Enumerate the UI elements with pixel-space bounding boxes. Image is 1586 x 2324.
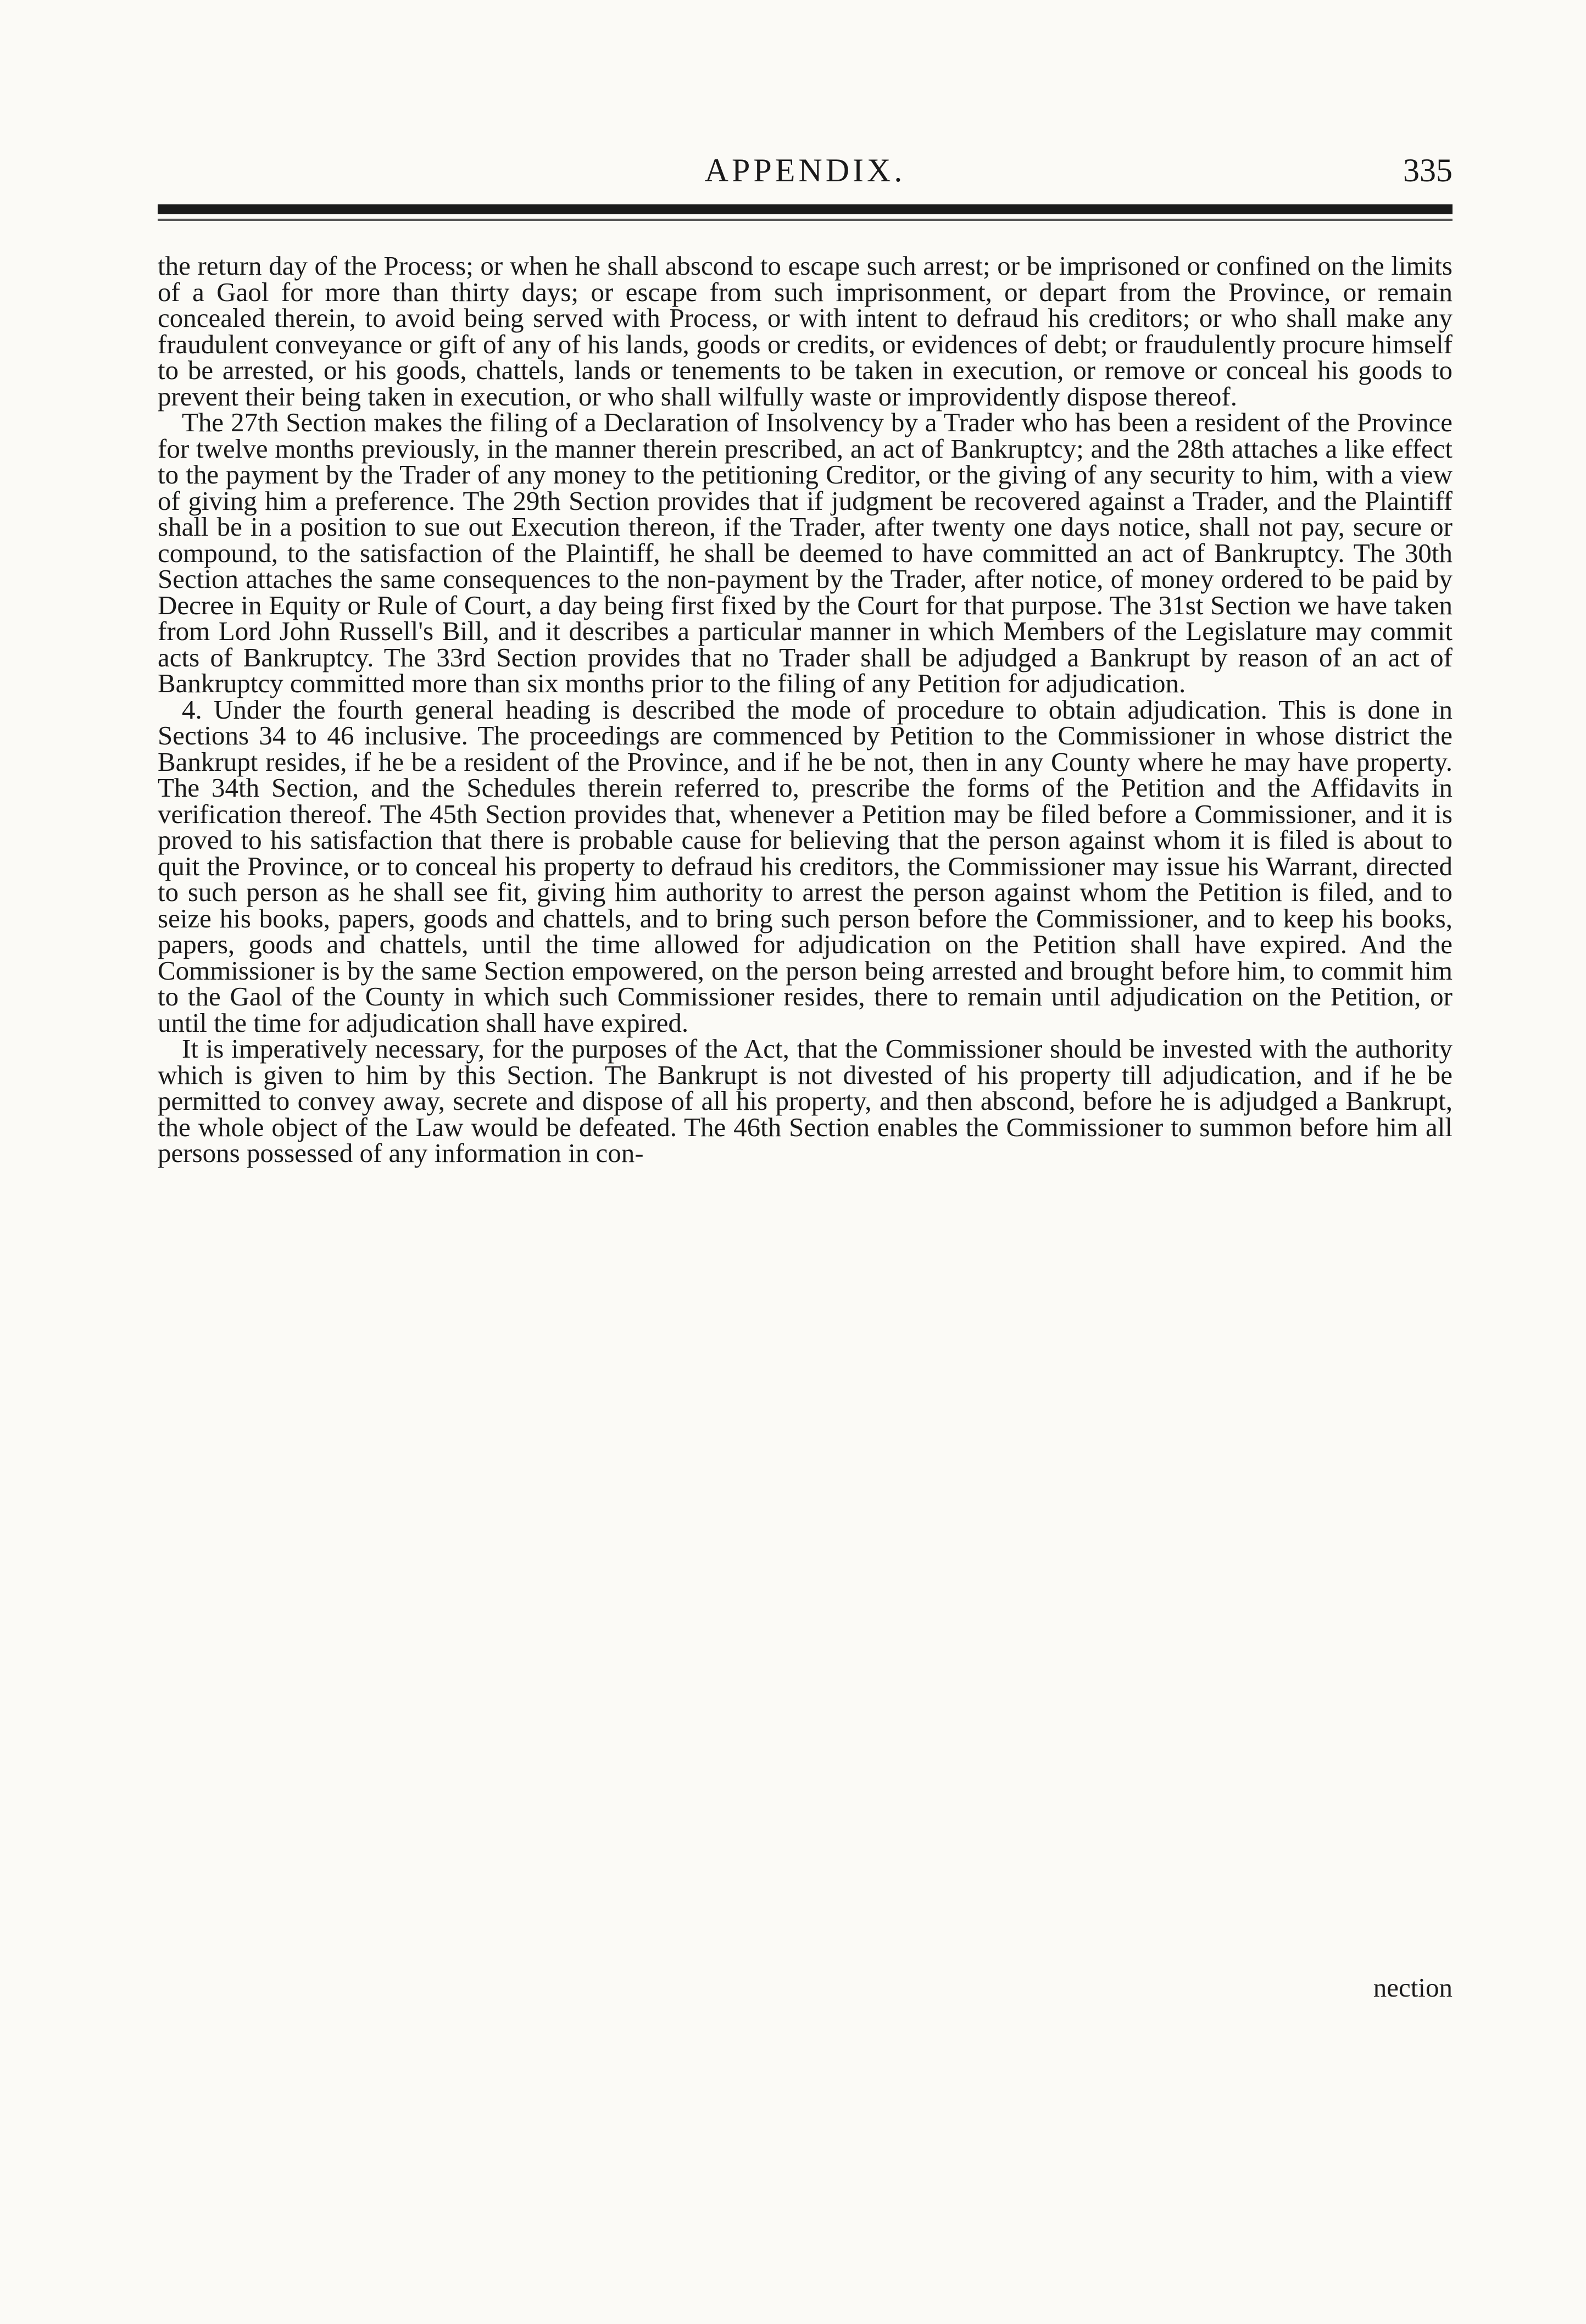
paragraph: It is imperatively necessary, for the purposes of the Act, that the Commissioner should be invested with the authority which is given to him by this Section. The Bankrupt is not divested of his property till adjudication, and if he be permitted to convey away, secrete and dispose of all his property, and then abscond, before he is adjudged a Bankrupt, the whole object of the Law would be defeated. The 46th Section enables the Commissioner to summon before him all persons possessed of any information in con- — [158, 1033, 1453, 1168]
body-text — [158, 253, 1453, 1166]
running-head — [158, 148, 1453, 198]
document-page — [158, 0, 1453, 2324]
header-rule — [158, 204, 1453, 214]
running-title: APPENDIX. — [704, 152, 906, 188]
paragraph-continued: the return day of the Process; or when he shall abscond to escape such arrest; or be imprisoned or confined on the limits of a Gaol for more than thirty days; or escape from such imprisonment, or depart from the Province, or remain concealed therein, to avoid being served with Process, or with intent to defraud his creditors; or who shall make any fraudulent conveyance or gift of any of his lands, goods or credits, or evidences of debt; or fraudulently procure himself to be arrested, or his goods, chattels, lands or tenements to be taken in execution, or remove or conceal his goods to prevent their being taken in execution, or who shall wilfully waste or improvidently dispose thereof. — [158, 251, 1453, 412]
header-rule-thin — [158, 219, 1453, 221]
page-number: 335 — [1403, 152, 1453, 188]
catchword: nection — [1373, 1972, 1453, 2003]
paragraph: 4. Under the fourth general heading is described the mode of procedure to obtain adjudication. This is done in Sections 34 to 46 inclusive. The proceedings are commenced by Petition to the Commissioner in whose district the Bankrupt resides, if he be a resident of the Province, and if he be not, then in any County where he may have property. The 34th Section, and the Schedules therein referred to, prescribe the forms of the Petition and the Affidavits in verification thereof. The 45th Section provides that, whenever a Petition may be filed before a Commissioner, and it is proved to his satisfaction that there is probable cause for believing that the person against whom it is filed is about to quit the Province, or to conceal his property to defraud his creditors, the Commissioner may issue his Warrant, directed to such person as he shall see fit, giving him authority to arrest the person against whom the Petition is filed, and to seize his books, papers, goods and chattels, and to bring such person before the Commissioner, and to keep his books, papers, goods and chattels, until the time allowed for adjudication on the Petition shall have expired. And the Commissioner is by the same Section empowered, on the person being arrested and brought before him, to commit him to the Gaol of the County in which such Commissioner resides, there to remain until adjudication on the Petition, or until the time for adjudication shall have expired. — [158, 694, 1453, 1038]
paragraph: The 27th Section makes the filing of a Declaration of Insolvency by a Trader who has been a resident of the Province for twelve months previously, in the manner therein prescribed, an act of Bankruptcy; and the 28th attaches a like effect to the payment by the Trader of any money to the petitioning Creditor, or the giving of any security to him, with a view of giving him a preference. The 29th Section provides that if judgment be recovered against a Trader, and the Plaintiff shall be in a position to sue out Execution thereon, if the Trader, after twenty one days notice, shall not pay, secure or compound, to the satisfaction of the Plaintiff, he shall be deemed to have committed an act of Bankruptcy. The 30th Section attaches the same consequences to the non-payment by the Trader, after notice, of money ordered to be paid by Decree in Equity or Rule of Court, a day being first fixed by the Court for that purpose. The 31st Section we have taken from Lord John Russell's Bill, and it describes a particular manner in which Members of the Legislature may commit acts of Bankruptcy. The 33rd Section provides that no Trader shall be adjudged a Bankrupt by reason of an act of Bankruptcy committed more than six months prior to the filing of any Petition for adjudication. — [158, 407, 1453, 698]
